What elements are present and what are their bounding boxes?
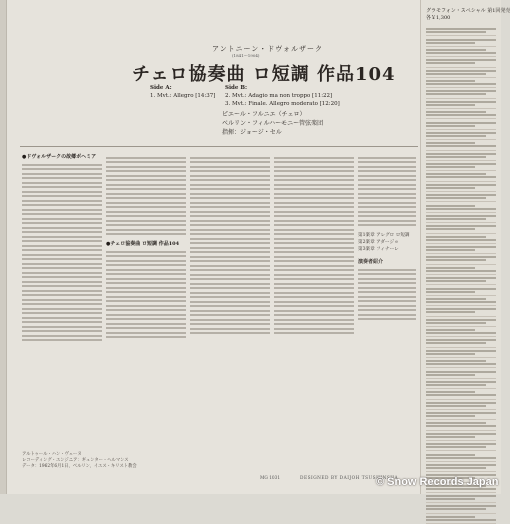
body-text-block <box>358 157 416 227</box>
section-heading-profile: 演奏者紹介 <box>358 259 384 265</box>
catalog-entry <box>426 254 496 264</box>
credit-line: アルトゥール・ハン・ヴェーヌ <box>22 452 82 457</box>
catalog-entry <box>426 348 496 358</box>
catalog-entry <box>426 109 496 119</box>
catalog-entry <box>426 202 496 212</box>
catalog-entry <box>426 337 496 347</box>
track-item: 1. Mvt.: Allegro [14:37] <box>150 93 216 99</box>
catalog-entry <box>426 317 496 327</box>
catalog-entry <box>426 265 496 275</box>
catalog-entry <box>426 389 496 399</box>
series-price: 各￥1,300 <box>426 14 451 21</box>
catalog-code: MG 1031 <box>260 476 281 481</box>
catalog-entry <box>426 88 496 98</box>
catalog-entry <box>426 503 496 513</box>
catalog-entry <box>426 244 496 254</box>
catalog-entry <box>426 99 496 109</box>
body-text-block <box>190 157 270 335</box>
notes-column-3 <box>190 154 270 442</box>
side-a-label: Side A: <box>150 85 172 91</box>
catalog-entry <box>426 275 496 285</box>
series-info <box>426 8 510 21</box>
catalog-entry <box>426 420 496 430</box>
catalog-entry <box>426 26 496 36</box>
body-text-block <box>106 251 186 339</box>
track-item: 2. Mvt.: Adagio ma non troppo [11:22] <box>225 93 333 99</box>
conductor-credit: 指揮：ジョージ・セル <box>222 129 282 136</box>
section-heading-bohemia: ●ドヴォルザークの故郷ボヘミア <box>22 154 97 160</box>
composer-name: アントニーン・ドヴォルザーク <box>212 45 324 53</box>
catalog-entry <box>426 68 496 78</box>
catalog-entry <box>426 182 496 192</box>
catalog-entry <box>426 130 496 140</box>
catalog-entry <box>426 514 496 524</box>
notes-column-4 <box>274 154 354 442</box>
composer-dates: (1841〜1904) <box>232 53 260 58</box>
catalog-entry <box>426 36 496 46</box>
catalog-entry <box>426 213 496 223</box>
credit-line: データ：1962年6月1日、ベルリン、イエス・キリスト教会 <box>22 464 137 469</box>
orchestra-credit: ベルリン・フィルハーモニー管弦楽団 <box>222 120 324 127</box>
catalog-entry <box>426 161 496 171</box>
catalog-entry <box>426 296 496 306</box>
header-divider <box>20 146 418 147</box>
notes-column-2 <box>106 154 186 442</box>
catalog-entry <box>426 285 496 295</box>
movement-item: 第2楽章 アダージョ <box>358 240 399 245</box>
performer-credits <box>222 110 323 137</box>
notes-column-5 <box>358 154 416 442</box>
body-text-block <box>22 164 102 342</box>
credit-line: レコーディング・エンジニア：ギュンター・ヘルマンス <box>22 458 129 463</box>
series-title: グラモフォン・スペシャル 第1回発売 <box>426 8 510 14</box>
catalog-entry <box>426 451 496 461</box>
catalog-entry <box>426 462 496 472</box>
side-b-label: Side B: <box>225 85 247 91</box>
body-text-block <box>274 157 354 335</box>
catalog-entry <box>426 400 496 410</box>
catalog-entry <box>426 47 496 57</box>
catalog-entry <box>426 327 496 337</box>
catalog-entry <box>426 223 496 233</box>
catalog-entry <box>426 306 496 316</box>
album-title: チェロ協奏曲 ロ短調 作品104 <box>132 64 396 85</box>
catalog-entry <box>426 78 496 88</box>
catalog-entry <box>426 140 496 150</box>
designer-credit: DESIGNED BY DAIJOH TSUSHINSHA <box>300 476 399 481</box>
shop-watermark: © Snow Records Japan <box>376 476 499 488</box>
catalog-entry <box>426 368 496 378</box>
catalog-entry <box>426 358 496 368</box>
body-text-block <box>106 157 186 236</box>
section-heading-concerto: ●チェロ協奏曲 ロ短調 作品104 <box>106 241 180 247</box>
catalog-entry <box>426 192 496 202</box>
sleeve-spine <box>0 0 7 494</box>
catalog-entry <box>426 151 496 161</box>
catalog-list <box>426 26 496 476</box>
catalog-entry <box>426 431 496 441</box>
catalog-entry <box>426 493 496 503</box>
catalog-entry <box>426 410 496 420</box>
catalog-entry <box>426 119 496 129</box>
catalog-entry <box>426 379 496 389</box>
movement-item: 第3楽章 フィナーレ <box>358 247 399 252</box>
catalog-entry <box>426 234 496 244</box>
catalog-entry <box>426 441 496 451</box>
movement-list <box>358 232 416 253</box>
movement-item: 第1楽章 アレグロ ロ短調 <box>358 233 410 238</box>
soloist-credit: ピエール・フルニエ（チェロ） <box>222 111 306 118</box>
body-text-block <box>358 269 416 321</box>
catalog-entry <box>426 57 496 67</box>
side-a-tracklist <box>150 84 215 100</box>
track-item: 3. Mvt.: Finale. Allegro moderato [12:20] <box>225 101 340 107</box>
side-b-tracklist <box>225 84 340 108</box>
recording-credits <box>22 452 137 470</box>
catalog-entry <box>426 171 496 181</box>
notes-column-1 <box>22 154 102 442</box>
